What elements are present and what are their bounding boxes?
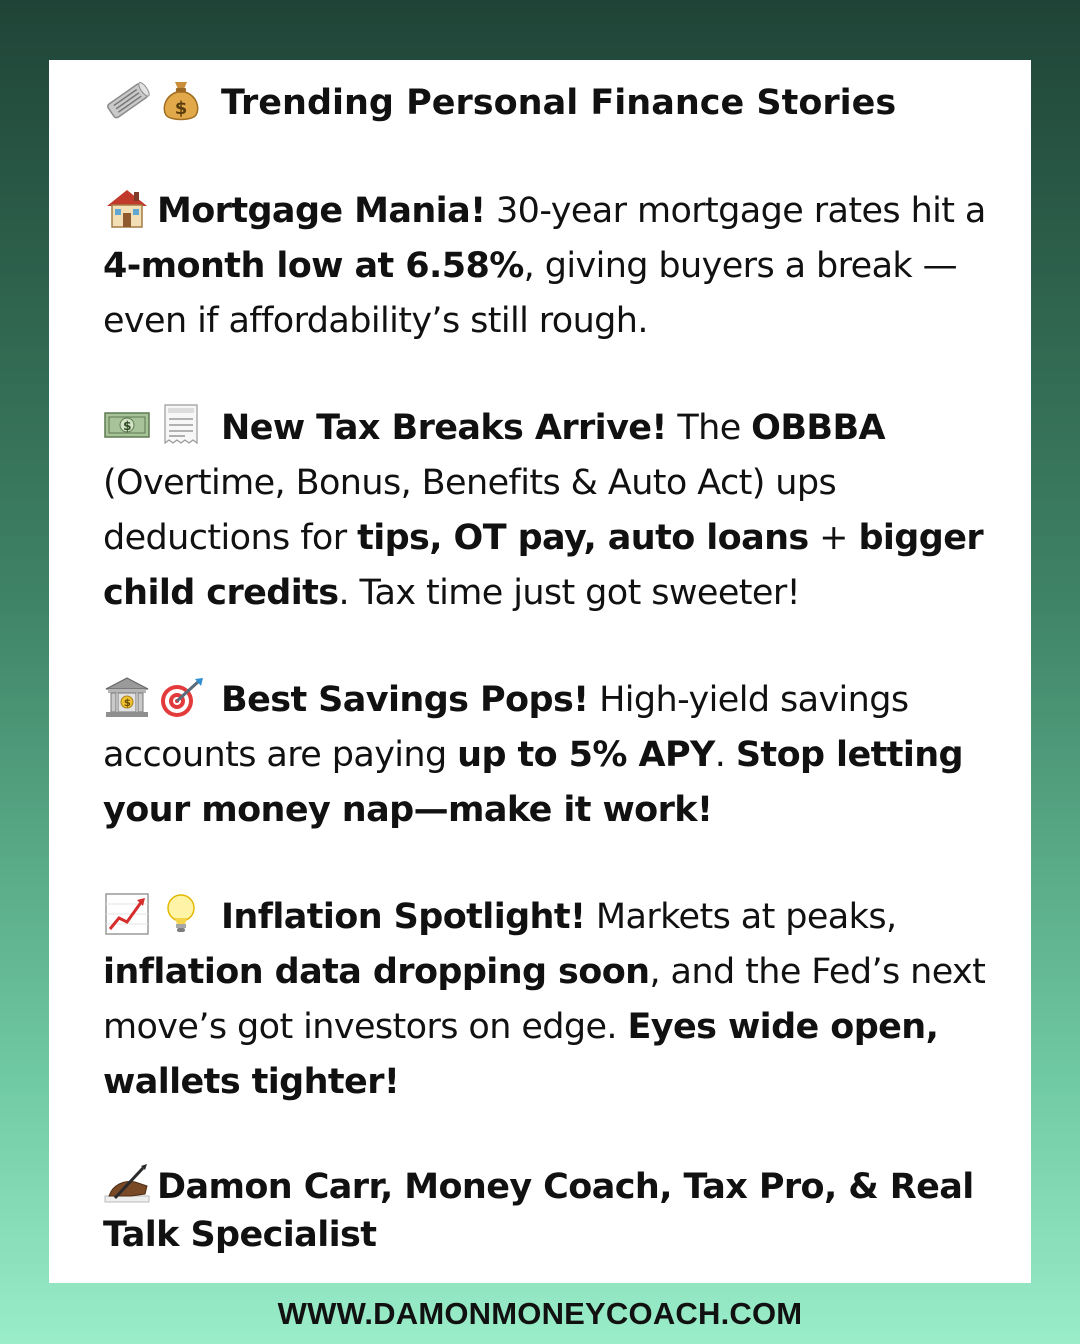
money-bag-icon — [157, 78, 205, 122]
chart-increasing-icon — [103, 892, 151, 936]
svg-text:$: $ — [174, 98, 188, 119]
bank-icon — [103, 675, 151, 719]
writing-hand-icon — [103, 1162, 151, 1206]
house-icon — [103, 186, 151, 230]
story-headline: New Tax Breaks Arrive! — [221, 408, 667, 448]
website-url: WWW.DAMONMONEYCOACH.COM — [277, 1296, 803, 1331]
svg-text:$: $ — [123, 419, 131, 433]
newspaper-icon — [103, 78, 151, 122]
signature-text: Damon Carr, Money Coach, Tax Pro, & Real Talk Specialist — [103, 1167, 974, 1255]
light-bulb-icon — [157, 892, 205, 936]
post-card — [49, 60, 1031, 1283]
story-mortgage: Mortgage Mania! 30-year mortgage rates hit a 4-month low at 6.58%, giving buyers a break —even if affordability’s still rough. — [103, 184, 991, 349]
target-icon — [157, 675, 205, 719]
signature — [103, 1162, 991, 1259]
story-inflation: Inflation Spotlight! Markets at peaks, inflation data dropping soon, and the Fed’s next move’s got investors on edge. Eyes wide open, wallets tighter! — [103, 890, 991, 1110]
story-headline: Mortgage Mania! — [157, 191, 486, 231]
story-tax-breaks: $ New Tax Breaks Arrive! The OBBBA (Overtime, Bonus, Benefits & Auto Act) ups deductions for tips, OT pay, auto loans + bigger child credits. Tax time just got sweeter! — [103, 401, 991, 621]
dollar-bill-icon — [103, 403, 151, 447]
page-title — [103, 78, 991, 127]
story-headline: Inflation Spotlight! — [221, 897, 586, 937]
story-savings: $ Best Savings Pops! High-yield savings accounts are paying up to 5% APY. Stop letting your money nap—make it work! — [103, 673, 991, 838]
svg-text:$: $ — [123, 698, 131, 709]
title-text: Trending Personal Finance Stories — [221, 83, 897, 123]
receipt-icon — [157, 403, 205, 447]
story-headline: Best Savings Pops! — [221, 680, 589, 720]
